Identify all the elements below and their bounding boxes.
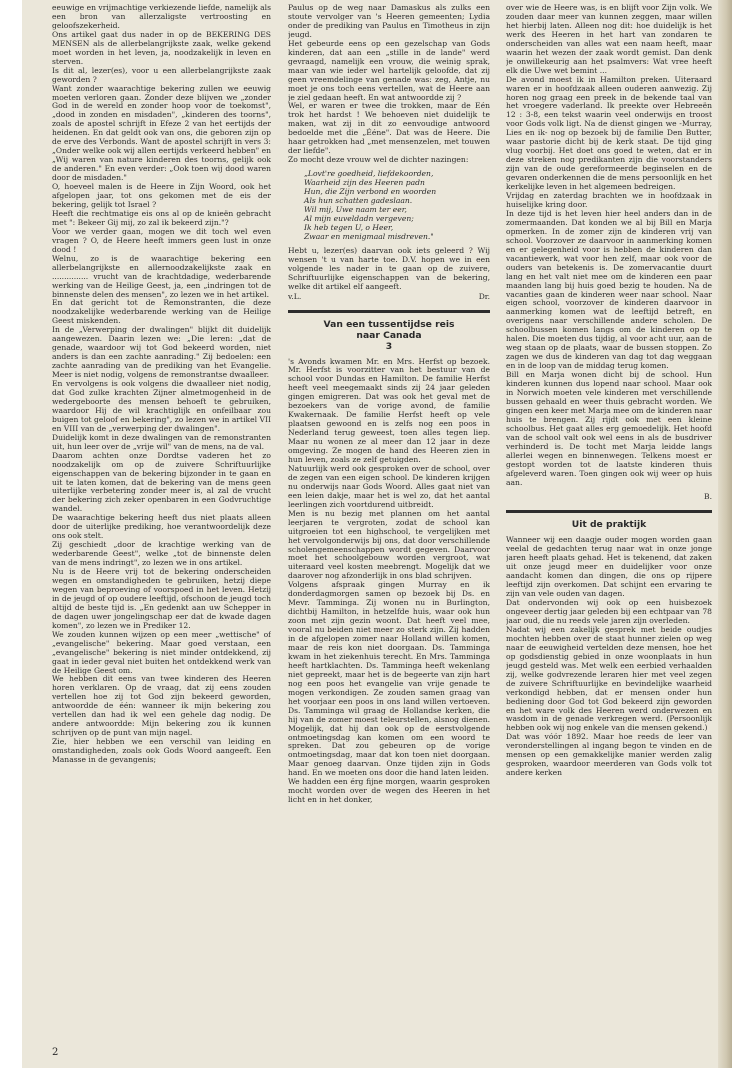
paragraph: Men is nu bezig met plannen om het aantal leerjaren te vergroten, zodat de school kan uitgroeien tot een highschool, te vergelijken met het vervolgonderwijs bij ons, dat door verschillende scholengemeenschappen wordt gegeven. Daarvoor moet het schoolgebouw worden vergroot, wat uiteraard veel kosten meebrengt. Mogelijk dat we daarover nog afzonderlijk in ons blad schrijven. (288, 508, 490, 581)
poem-line: „Lovt're goedheid, liefdekoorden, (304, 169, 434, 179)
paragraph: Voor we verder gaan, mogen we dit toch wel even vragen ? O, de Heere heeft immers geen lust in onze dood ! (52, 226, 271, 254)
paragraph: Vrijdag en zaterdag brachten we in hoofdzaak in huiselijke kring door. (506, 191, 712, 209)
paragraph: Hebt u, lezer(es) daarvan ook iets geleerd ? Wij wensen 't u van harte toe. D.V. hopen we in een volgende les nader in te gaan op de zuivere, Schriftuurlijke eigenschappen van de bekering, welke dit artikel elf aangeeft. (288, 245, 490, 291)
paragraph: De avond moest ik in Hamilton preken. Uiteraard waren er in hoofdzaak alleen ouderen aanwezig. Zij horen nog graag een preek in de bekende taal van het vroegere vaderland. Ik preekte over Hebreeën 12 : 3-8, een tekst waarin veel onderwijs en troost voor Gods volk ligt. Na de dienst gingen we -Murray, Lies en ik- nog op bezoek bij de familie Den Butter, waar pastorie dicht bij de kerk staat. De tijd ging vlug voorbij. Het doet ons goed te weten, dat er in deze streken nog predikanten zijn die voorstanders zijn van de oude gereformeerde beginselen en de gevaren onderkennen die de mens persoonlijk en het kerkelijke leven in het algemeen bedreigen. (506, 74, 712, 192)
paragraph: Nadat wij een zakelijk gesprek met beide oudjes mochten hebben over de staat hunner zielen op weg naar de eeuwigheid vertelden deze mensen, hoe het op godsdienstig gebied in onze woonplaats in hun jeugd gesteld was. Met welk een eerbied verhaalden zij, welke godvrezende leraren hier met veel zegen de zuivere Schriftuurlijke en bevindelijke waarheid verkondigd hebben, dat er mensen onder hun bediening door God tot God bekeerd zijn geworden en het ware volk des Heeren werd onderwezen en wasdom in de genade verkregen werd. (Persoonlijk hebben ook wij nog enkele van die mensen gekend.) (506, 624, 712, 733)
section-title: Uit de praktijk (571, 519, 647, 531)
paragraph: In deze tijd is het leven hier heel anders dan in de zomermaanden. Dat konden we al bij Bill en Marja opmerken. In de zomer zijn de kinderen vrij van school. Voorzover ze daarvoor in aanmerking komen en er gelegenheid voor is hebben de kinderen dan vacantiewerk, wat voor hen zelf, maar ook voor de ouders van betekenis is. De zomervacantie duurt lang en het valt niet mee om de kinderen een paar maanden lang bij huis goed bezig te houden. Na de vacanties gaan de kinderen weer naar school. Naar eigen school, voorzover de kinderen daarvoor in aanmerking komen wat de leeftijd betreft, en overigens naar verschillende andere scholen. De schoolbussen komen langs om de kinderen op te halen. Die moeten dus tijdig, al voor acht uur, aan de weg staan op de plaats, waar de bussen stoppen. Zo zagen we dus de kinderen van dag tot dag weggaan en in de loop van de middag terug komen. (506, 208, 712, 371)
article-title-line: naar Canada (356, 329, 422, 341)
article-signature: B. (704, 492, 712, 502)
paragraph: Dat ondervonden wij ook op een huisbezoek ongeveer dertig jaar geleden bij een echtpaar van 78 jaar oud, die nu reeds vele jaren zijn overleden. (506, 598, 712, 625)
paragraph: O, hoeveel malen is de Heere in Zijn Woord, ook het afgelopen jaar, tot ons gekomen met de eis der bekering, gelijk tot Israel ? (52, 182, 271, 209)
column-3 (506, 4, 712, 1048)
poem-line: Ik heb tegen U, o Heer, (304, 222, 394, 232)
paragraph: eeuwige en vrijmachtige verkiezende liefde, namelijk als een bron van allerzaligste vertroosting en geloofszekerheid. (52, 4, 271, 30)
section-divider (506, 510, 712, 513)
paragraph: Zie, hier hebben we een verschil van leiding en omstandigheden, zoals ook Gods Woord aangeeft. Een Manasse in de gevangenis; (52, 737, 271, 765)
page-number: 2 (52, 1047, 59, 1058)
paragraph: Heeft die rechtmatige eis ons al op de knieën gebracht met ": Bekeer Gij mij, zo zal ik bekeerd zijn."? (52, 208, 271, 227)
paragraph: Nu is de Heere vrij tot de bekering onderscheiden wegen en omstandigheden te gebruiken, hetzij diepe wegen van beproeving of voorspoed in het leven. Hetzij in de jeugd of op oudere leeftijd, ofschoon de jeugd toch altijd de beste tijd is. „En gedenkt aan uw Schepper in de dagen uwer jongelingschap eer dat de kwade dagen komen", zo lezen we in Prediker 12. (52, 567, 271, 630)
paragraph: In de „Verwerping der dwalingen" blijkt dit duidelijk aangewezen. Daarin lezen we: „Die leren: „dat de genade, waardoor wij tot God bekeerd worden, niet anders is dan een zachte aanrading." Zij bedoelen: een zachte aanrading van de prediking van het Evangelie. Meer is niet nodig, volgens de remonstrantse dwaalleer. (52, 325, 271, 380)
paragraph: Want zonder waarachtige bekering zullen we eeuwig moeten verloren gaan. Zonder deze blijven we „zonder God in de wereld en zonder hoop voor de toekomst", „dood in zonden en misdaden", „kinderen des toorns", zoals de apostel schrijft in Efeze 2 van het eertijds der heidenen. En dat geldt ook van ons, die geboren zijn op de erve des Verbonds. Want de apostel schrijft in vers 3: „Onder welke ook wij allen eertijds verkeerd hebben" en „Wij waren van nature kinderen des toorns, gelijk ook de anderen." En even verder: „Ook toen wij dood waren door de misdaden." (52, 83, 271, 183)
poem-line: Hun, die Zijn verbond en woorden (304, 187, 437, 197)
paragraph: Daarom achten onze Dordtse vaderen het zo noodzakelijk om op de zuivere Schriftuurlijke eigenschappen van de bekering bijzonder in te gaan en uit te laten komen, dat de bekering van de mens geen uiterlijke verbetering zonder meer is, al zal de vrucht der bekering zich zeker openbaren in een Godvruchtige wandel. (52, 450, 271, 514)
paragraph: We hadden een érg fijne morgen, waarin gesproken mocht worden over de wegen des Heeren in het licht en in het donker, (288, 777, 490, 805)
article-title-line: Van een tussentijdse reis (323, 318, 455, 330)
paragraph: Natuurlijk werd ook gesproken over de school, over de zegen van een eigen school. De kinderen krijgen nu onderwijs naar Gods Woord. Alles gaat niet van een leien dakje, maar het is wel zo, dat het aantal leerlingen zich voortdurend uitbreidt. (288, 463, 490, 509)
paragraph: Welnu, zo is de waarachtige bekering een allerbelangrijkste en allernoodzakelijkste zaak en ............... vrucht van de krachtdadige, wederbarende werking van de Heilige Geest, ja, een „indringen tot de binnenste delen des mensen", zo lezen we in het artikel. (52, 253, 271, 299)
paragraph: De waarachtige bekering heeft dus niet plaats alleen door de uiterlijke prediking, hoe verantwoordelijk deze ons ook stelt. (52, 513, 271, 541)
paragraph: Paulus op de weg naar Damaskus als zulks een stoute vervolger van 's Heeren gemeenten; Lydia onder de prediking van Paulus en Timotheus in zijn jeugd. (288, 4, 490, 39)
poem-line: Waarheid zijn des Heeren padn (304, 178, 425, 188)
signature-author: v.L. (288, 291, 302, 301)
article-number: 3 (385, 340, 393, 352)
paragraph: We zouden kunnen wijzen op een meer „wettische" of „evangelische" bekering. Maar goed verstaan, een „evangelische" bekering is niet minder ontdekkend, zij gaat in ieder geval niet buiten het ontdekkend werk van de Heilige Geest om. (52, 629, 271, 675)
article-title (288, 319, 490, 352)
paragraph: Duidelijk komt in deze dwalingen van de remonstranten uit, hun leer over de „vrije wil" van de mens, na de val. (52, 432, 271, 451)
magazine-page (22, 0, 732, 1068)
poem-line: Als hun schatten gadeslaan. (304, 196, 413, 206)
paragraph: En vervolgens is ook volgens die dwaalleer niet nodig, dat God zulke krachten Zijner almetmogenheid in de wedergeboorte des mensen behoeft te gebruiken, waardoor Hij de wil krachtiglijk en onfeilbaar zou buigen tot geloof en bekering", zo lezen we in artikel VII en VIII van de „verwerping der dwalingen". (52, 379, 271, 433)
section-divider (288, 310, 490, 313)
paragraph: Wanneer wij een daagje ouder mogen worden gaan veelal de gedachten terug naar wat in onze jonge jaren heeft plaats gehad. Het is tekenend, dat zaken uit onze jeugd meer en duidelijker voor onze aandacht komen dan dingen, die ons op rijpere leeftijd zijn overkomen. Dat schijnt een ervaring te zijn van vele ouden van dagen. (506, 535, 712, 599)
column-2 (288, 4, 490, 1048)
paragraph: Volgens afspraak gingen Murray en ik donderdagmorgen samen op bezoek bij Ds. en Mevr. Tamminga. Zij wonen nu in Burlington, dichtbij Hamilton, in hetzelfde huis, waar ook hun zoon met zijn gezin woont. Dat heeft veel mee, vooral nu beiden niet meer zo sterk zijn. Zij hadden in de afgelopen zomer naar Holland willen komen, maar de reis kon niet doorgaan. Ds. Tamminga kwam in het ziekenhuis terecht. En Mrs. Tamminga heeft hartklachten. Ds. Tamminga heeft wekenlang niet gepreekt, maar het is de begeerte van zijn hart nog een poos het evangelie van vrije genade te mogen verkondigen. Ze zouden samen graag van het voorjaar een poos in ons land willen vertoeven. Ds. Tamminga wil graag de Hollandse kerken, die hij van de zomer moest teleurstellen, alsnog dienen. Mogelijk, dat hij dan ook op de eerstvolgende ontmoetingsdag kan komen om een woord te spreken. Dat zou gebeuren op de vorige ontmoetingsdag, maar dat kon toen niet doorgaan. Maar genoeg daarvan. Onze tijden zijn in Gods hand. En we moeten ons door die hand laten leiden. (288, 580, 490, 778)
signature-continued: Dr. (478, 291, 490, 301)
paragraph: Het gebeurde eens op een gezelschap van Gods kinderen, dat aan een „stille in de lande" werd gevraagd, namelijk een vrouw, die weinig sprak, maar van wie ieder wel hartelijk geloofde, dat zij geen vreemdelinge van genade was: zeg, Antje, nu moet je ons toch eens vertellen, wat de Heere aan je ziel gedaan heeft. En wat antwoordde zij ? (288, 38, 490, 102)
paragraph: We hebben dit eens van twee kinderen des Heeren horen verklaren. Op de vraag, dat zij eens zouden vertellen hoe zij tot God zijn bekeerd geworden, antwoordde de één: wanneer ik mijn bekering zou vertellen dan had ik wel een gehele dag nodig. De andere antwoordde: Mijn bekering zou ik kunnen schrijven op de punt van mijn nagel. (52, 674, 271, 738)
paragraph: Dat was vóór 1892. Maar hoe reeds de leer van veronderstellingen al ingang begon te vinden en de mensen op een gemakkelijke manier werden zalig gesproken, waardoor meerderen van Gods volk tot andere kerken (506, 732, 712, 778)
paragraph: En dat gericht tot de Remonstranten, die deze noodzakelijke wederbarende werking van de Heilige Geest miskenden. (52, 298, 271, 326)
paragraph: 's Avonds kwamen Mr. en Mrs. Herfst op bezoek. Mr. Herfst is voorzitter van het bestuur van de school voor Dundas en Hamilton. De familie Herfst heeft veel meegemaakt sinds zij 24 jaar geleden gingen emigreren. Dat was ook het geval met de bezoekers van de vorige avond, de familie Kwakernaak. De familie Herfst heeft op vele plaatsen gewoond en is zelfs nog een poos in Nederland terug geweest, toen alles tegen liep. Maar nu wonen ze al meer dan 12 jaar in deze omgeving. Ze mogen de hand des Heeren zien in hun leven, zoals ze zelf getuigden. (288, 356, 490, 464)
paragraph: Zo mocht deze vrouw wel de dichter nazingen: (288, 155, 469, 165)
column-1 (52, 4, 271, 1048)
article-signature (288, 293, 490, 302)
paragraph: over wie de Heere was, is en blijft voor Zijn volk. We zouden daar meer van kunnen zeggen, maar willen het hierbij laten. Alleen nog dit: hoe duidelijk is het werk des Heeren in het hart van zondaren te onderscheiden van alles wat een naam heeft, maar waarin het wezen der zaak wordt gemist. Dan denk je onwillekeurig aan het psalmvers: Wat vree heeft elk die Uwe wet bemint ... (506, 4, 712, 75)
poem-line: Al mijn euveldadn vergeven; (304, 213, 414, 223)
poem-line: Zwaar en menigmaal misdreven." (304, 231, 434, 241)
paragraph: Is dit al, lezer(es), voor u een allerbelangrijkste zaak geworden ? (52, 65, 271, 84)
paragraph: Wel, er waren er twee die trokken, maar de Eén trok het hardst ! We behoeven niet duidelijk te maken, wat zij in dit zo eenvoudige antwoord bedoelde met die „Ééne". Dat was de Heere. Die haar getrokken had „met mensenzelen, met touwen der liefde". (288, 101, 490, 156)
paragraph: Zij geschiedt „door de krachtige werking van de wederbarende Geest", welke „tot de binnenste delen van de mens indringt", zo lezen we in ons artikel. (52, 540, 271, 568)
page-spine-shadow (718, 0, 732, 1068)
paragraph: Ons artikel gaat dus nader in op de BEKERING DES MENSEN als de allerbelangrijkste zaak, welke gekend moet worden in het leven, ja, noodzakelijk in leven en sterven. (52, 29, 271, 66)
poem-line: Wil mij, Uwe naam ter eer, (304, 204, 407, 214)
paragraph: Bill en Marja wonen dicht bij de school. Hun kinderen kunnen dus lopend naar school. Maar ook in Norwich moeten vele kinderen met verschillende bussen gehaald en weer thuis gebracht worden. We gingen een keer met Marja mee om de kinderen naar huis te brengen. Zij rijdt ook met een kleine schoolbus. Het gaat alles erg gemoedelijk. Het hoofd van de school valt ook wel eens in als de busdriver verhinderd is. De tocht met Marja leidde langs allerlei wegen en binnenwegen. Telkens moest er gestopt worden tot de laatste kinderen thuis afgeleverd waren. Toen gingen ook wij weer op huis aan. (506, 370, 712, 487)
poem-quote (304, 170, 490, 242)
